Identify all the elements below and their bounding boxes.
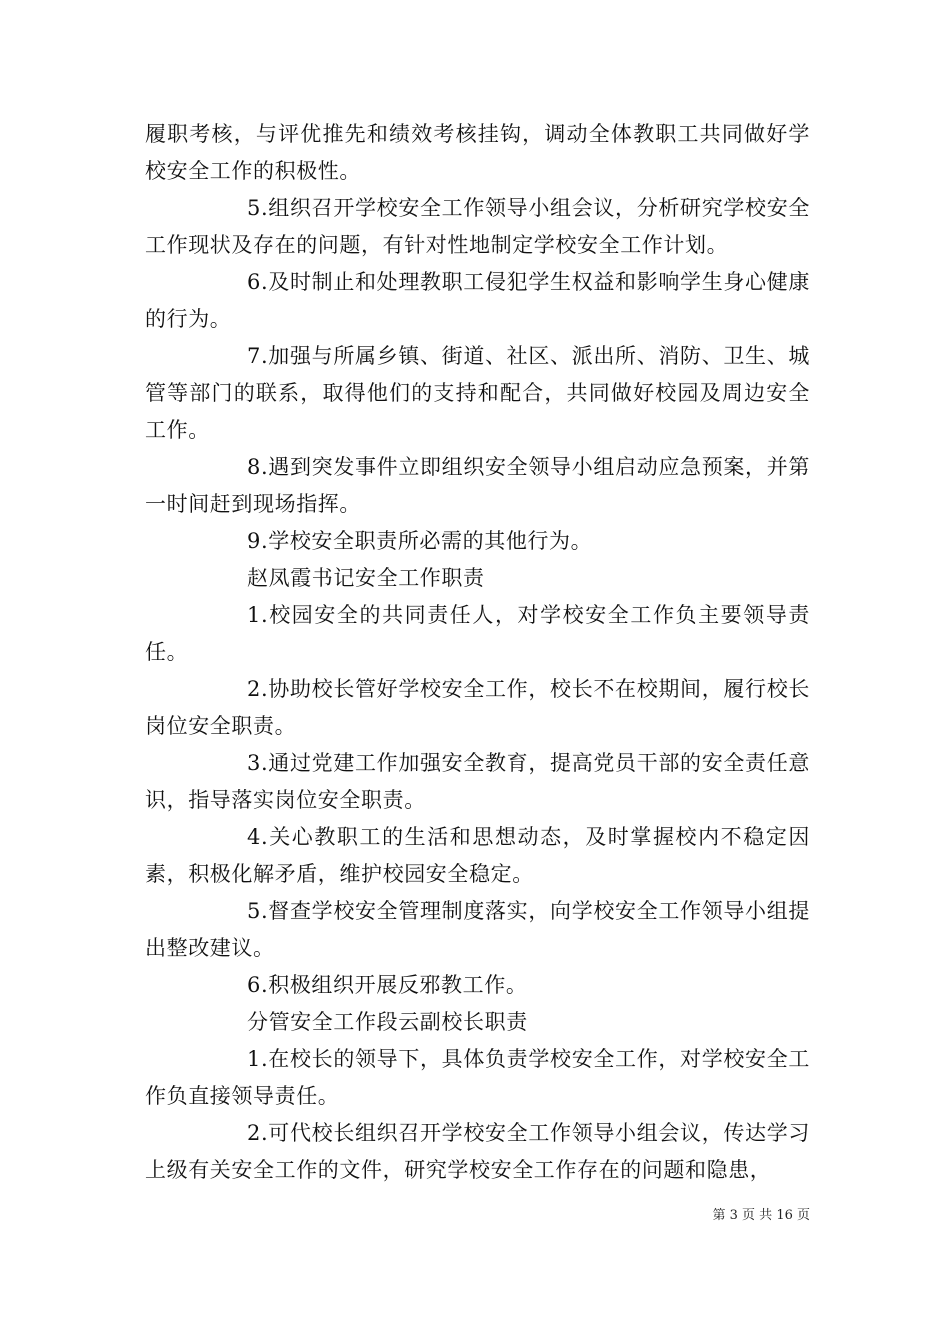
paragraph: 1.校园安全的共同责任人，对学校安全工作负主要领导责任。: [145, 603, 810, 664]
paragraph: 5.组织召开学校安全工作领导小组会议，分析研究学校安全工作现状及存在的问题，有针对性地制定学校安全工作计划。: [145, 196, 810, 257]
page-number-footer: 第 3 页 共 16 页: [712, 1208, 810, 1223]
paragraph: 2.协助校长管好学校安全工作，校长不在校期间，履行校长岗位安全职责。: [145, 677, 810, 738]
document-body: [145, 116, 810, 1189]
paragraph: 4.关心教职工的生活和思想动态，及时掌握校内不稳定因素，积极化解矛盾，维护校园安全稳定。: [145, 825, 810, 886]
paragraph: 分管安全工作段云副校长职责: [247, 1010, 528, 1034]
paragraph: 履职考核，与评优推先和绩效考核挂钩，调动全体教职工共同做好学校安全工作的积极性。: [145, 122, 810, 183]
paragraph: 赵凤霞书记安全工作职责: [247, 566, 485, 590]
paragraph: 3.通过党建工作加强安全教育，提高党员干部的安全责任意识，指导落实岗位安全职责。: [145, 751, 810, 812]
paragraph: 2.可代校长组织召开学校安全工作领导小组会议，传达学习上级有关安全工作的文件，研究学校安全工作存在的问题和隐患，: [145, 1121, 810, 1182]
paragraph: 8.遇到突发事件立即组织安全领导小组启动应急预案，并第一时间赶到现场指挥。: [145, 455, 810, 516]
paragraph: 1.在校长的领导下，具体负责学校安全工作，对学校安全工作负直接领导责任。: [145, 1047, 810, 1108]
paragraph: 6.积极组织开展反邪教工作。: [247, 973, 528, 997]
paragraph: 5.督查学校安全管理制度落实，向学校安全工作领导小组提出整改建议。: [145, 899, 810, 960]
paragraph: 6.及时制止和处理教职工侵犯学生权益和影响学生身心健康的行为。: [145, 270, 810, 331]
paragraph: 9.学校安全职责所必需的其他行为。: [247, 529, 593, 553]
paragraph: 7.加强与所属乡镇、街道、社区、派出所、消防、卫生、城管等部门的联系，取得他们的支持和配合，共同做好校园及周边安全工作。: [145, 344, 810, 442]
